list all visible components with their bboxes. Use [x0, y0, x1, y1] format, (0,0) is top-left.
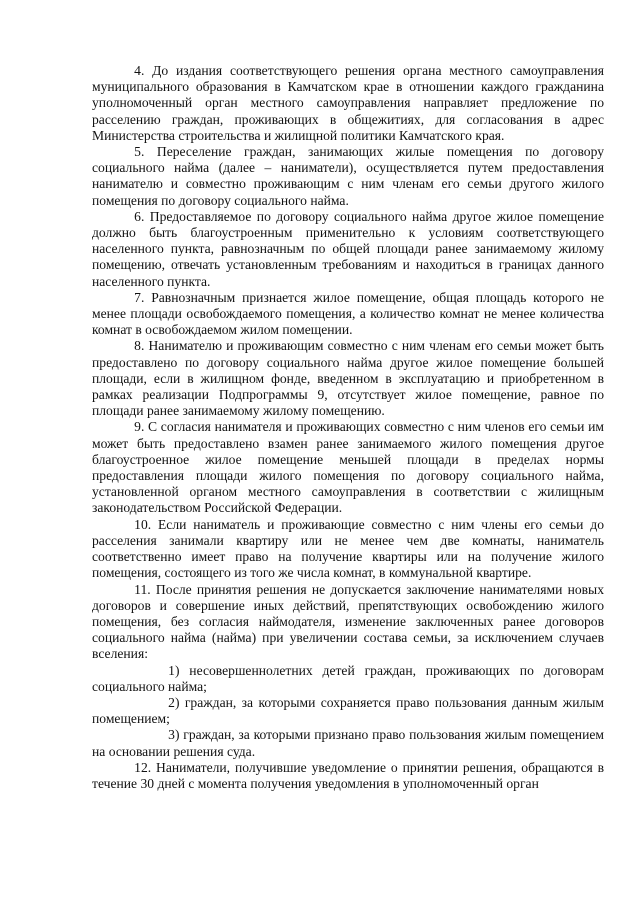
paragraph-11: 11. После принятия решения не допускается заключение нанимателями новых договоров и совершение иных действий, препятствующих освобождению жилого помещения, без согласия наймодателя, изменение заключенных ранее договоров социального найма (найма) при увеличении состава семьи, за исключением случаев вселения:: [92, 581, 604, 662]
paragraph-10: 10. Если наниматель и проживающие совместно с ним члены его семьи до расселения занимали квартиру или не менее чем две комнаты, наниматель соответственно имеет право на получение квартиры или на получение жилого помещения, состоящего из того же числа комнат, в коммунальной квартире.: [92, 516, 604, 581]
paragraph-8: 8. Нанимателю и проживающим совместно с ним членам его семьи может быть предоставлено по договору социального найма другое жилое помещение большей площади, если в жилищном фонде, введенном в эксплуатацию и приобретенном в рамках реализации Подпрограммы 9, отсутствует жилое помещение, равное по площади ранее занимаемому жилому помещению.: [92, 338, 604, 419]
paragraph-5: 5. Переселение граждан, занимающих жилые помещения по договору социального найма (далее – наниматели), осуществляется путем предоставления нанимателю и совместно проживающим с ним членам его семьи другого жилого помещения по договору социального найма.: [92, 144, 604, 208]
list-item-1: 1) несовершеннолетних детей граждан, проживающих по договорам социального найма;: [92, 662, 604, 694]
paragraph-4: 4. До издания соответствующего решения органа местного самоуправления муниципального образования в Камчатском крае в отношении каждого гражданина уполномоченный орган местного самоуправления направляет предложение по расселению граждан, проживающих в общежитиях, для согласования в адрес Министерства строительства и жилищной политики Камчатского края.: [92, 63, 604, 143]
paragraph-6: 6. Предоставляемое по договору социального найма другое жилое помещение должно быть благоустроенным применительно к условиям соответствующего населенного пункта, равнозначным по общей площади ранее занимаемому жилому помещению, отвечать установленным требованиям и находиться в границах данного населенного пункта.: [92, 208, 604, 289]
paragraph-9: 9. С согласия нанимателя и проживающих совместно с ним членов его семьи им может быть предоставлено взамен ранее занимаемого жилого помещения другое благоустроенное жилое помещение меньшей площади в пределах нормы предоставления площади жилого помещения по договору социального найма, установленной органом местного самоуправления в соответствии с жилищным законодательством Российской Федерации.: [92, 419, 604, 516]
list-item-2: 2) граждан, за которыми сохраняется право пользования данным жилым помещением;: [92, 694, 604, 727]
paragraph-12: 12. Наниматели, получившие уведомление о принятии решения, обращаются в течение 30 дней с момента получения уведомления в уполномоченный орган: [92, 759, 604, 791]
list-item-3: 3) граждан, за которыми признано право пользования жилым помещением на основании решения суда.: [92, 727, 604, 759]
paragraph-7: 7. Равнозначным признается жилое помещение, общая площадь которого не менее площади освобождаемого помещения, а количество комнат не менее количества комнат в освобождаемом жилом помещении.: [92, 289, 604, 338]
